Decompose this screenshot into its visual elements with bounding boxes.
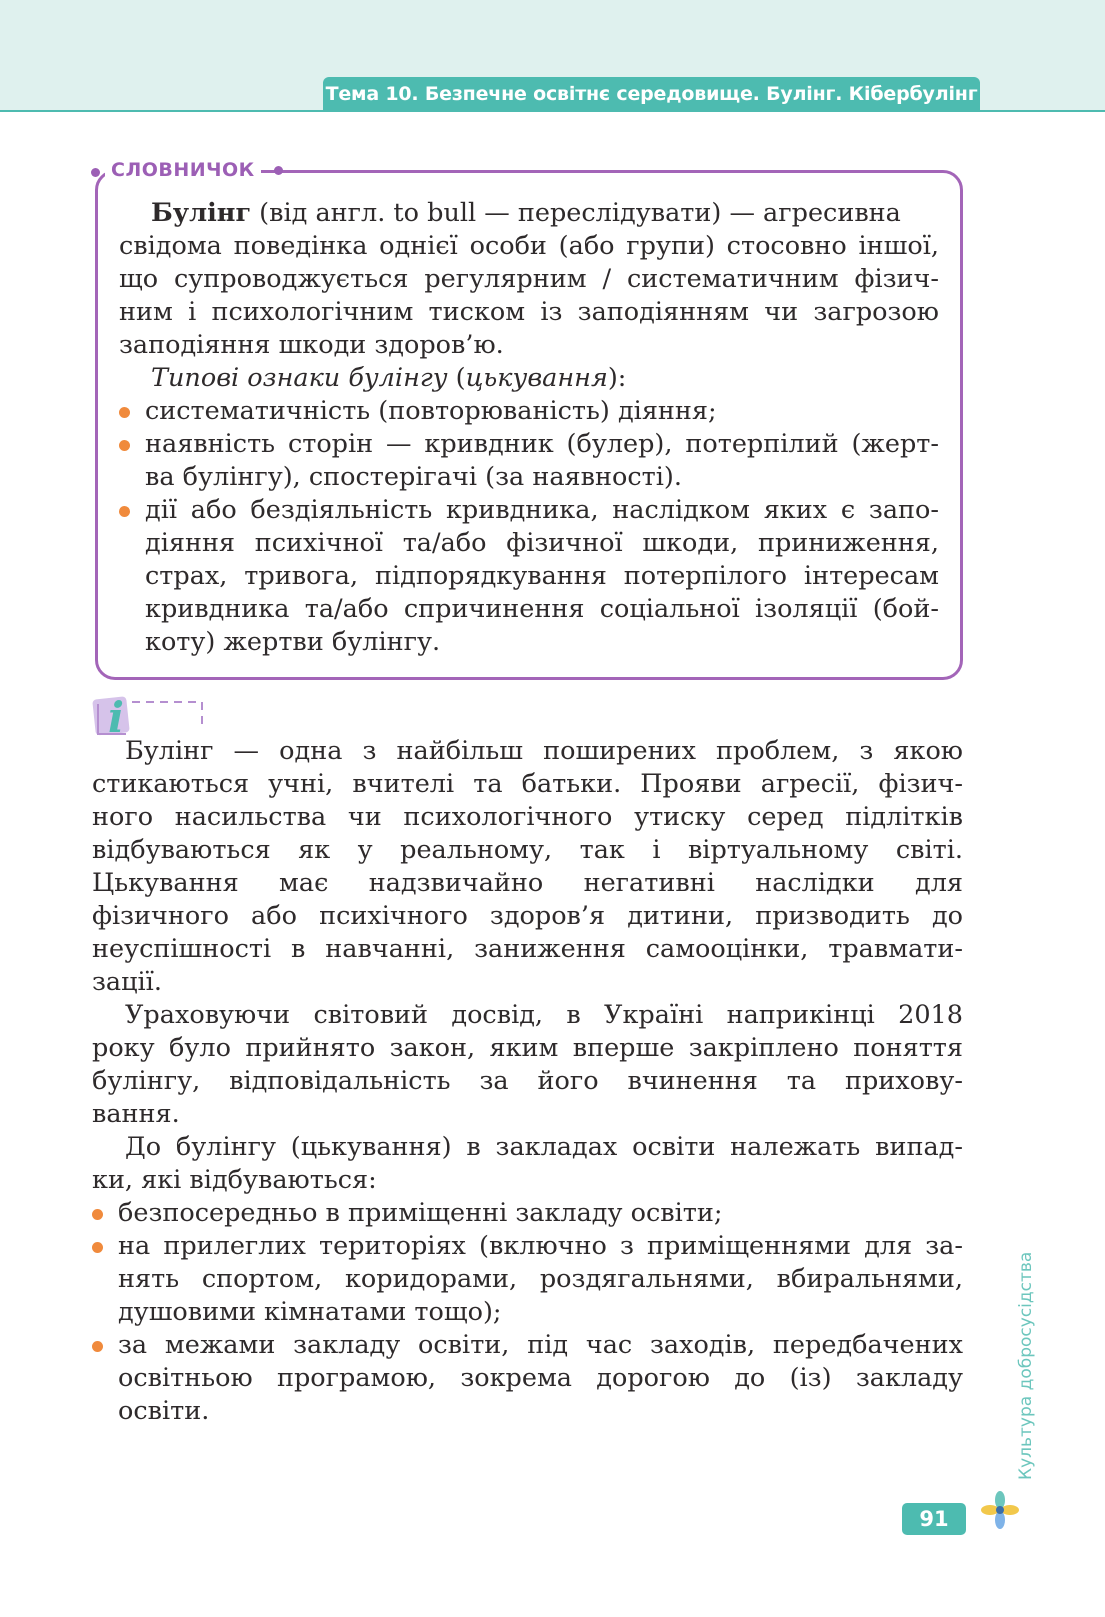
sign-item: ва булінгу), спостерігачі (за наявності). — [145, 462, 682, 492]
body-line: зації. — [92, 967, 162, 997]
sign-item: наявність сторін — кривдник (булер), потерпілий (жерт- — [145, 429, 939, 459]
definition-line-1 — [151, 197, 901, 230]
place-item: на прилеглих територіях (включно з приміщеннями для за- — [118, 1231, 963, 1261]
bullet-dot — [92, 1209, 103, 1220]
sign-item: діяння психічної та/або фізичної шкоди, приниження, — [145, 528, 939, 558]
body-line: стикаються учні, вчителі та батьки. Прояви агресії, фізич- — [92, 769, 963, 799]
body-line: ки, які відбуваються: — [92, 1165, 377, 1195]
body-line: неуспішності в навчанні, заниження самооцінки, травмати- — [92, 934, 963, 964]
bullet-dot — [92, 1242, 103, 1253]
bullet-dot — [119, 506, 130, 517]
page-number: 91 — [902, 1503, 966, 1535]
place-item: за межами закладу освіти, під час заходів, передбачених — [118, 1330, 963, 1360]
signs-heading-italic: Типові ознаки булінгу — [151, 363, 448, 393]
glossary-dot-left — [91, 168, 100, 177]
definition-line: ним і психологічним тиском із заподіянням чи загрозою — [119, 297, 939, 327]
bullet-dot — [92, 1341, 103, 1352]
definition-term: Булінг — [151, 198, 252, 228]
body-line: року було прийнято закон, яким вперше закріплено поняття — [92, 1033, 963, 1063]
body-line: Цькування має надзвичайно негативні наслідки для — [92, 868, 963, 898]
definition-line: заподіяння шкоди здоров’ю. — [119, 330, 504, 360]
body-line: відбуваються як у реальному, так і віртуальному світі. — [92, 835, 963, 865]
body-line: фізичного або психічного здоров’я дитини, призводить до — [92, 901, 963, 931]
signs-heading-paren: ( — [455, 363, 466, 393]
glossary-title: СЛОВНИЧОК — [105, 156, 261, 184]
body-line: булінгу, відповідальність за його вчинення та прихову- — [92, 1066, 963, 1096]
definition-text: (від англ. to bull — переслідувати) — агресивна — [251, 198, 901, 228]
signs-heading-italic2: цькування — [465, 363, 608, 393]
sign-item: дії або бездіяльність кривдника, наслідком яких є запо- — [145, 495, 939, 525]
body-line: Булінг — одна з найбільш поширених проблем, з якою — [125, 736, 963, 766]
flower-icon — [980, 1490, 1020, 1530]
topic-title: Тема 10. Безпечне освітнє середовище. Булінг. Кібербулінг — [323, 77, 980, 112]
sign-item: систематичність (повторюваність) діяння; — [145, 396, 717, 426]
side-caption: Культура добросусідства — [1016, 1251, 1036, 1480]
place-item: освіти. — [118, 1396, 210, 1426]
bullet-dot — [119, 407, 130, 418]
svg-text:i: i — [108, 693, 124, 742]
place-item: нять спортом, коридорами, роздягальнями, вбиральнями, — [118, 1264, 963, 1294]
body-line: До булінгу (цькування) в закладах освіти належать випад- — [125, 1132, 963, 1162]
sign-item: страх, тривога, підпорядкування потерпілого інтересам — [145, 561, 939, 591]
signs-heading-tail: ): — [607, 363, 627, 393]
definition-line: свідома поведінка однієї особи (або групи) стосовно іншої, — [119, 231, 939, 261]
place-item: безпосередньо в приміщенні закладу освіти; — [118, 1198, 723, 1228]
signs-heading — [151, 362, 626, 395]
body-line: Ураховуючи світовий досвід, в Україні наприкінці 2018 — [125, 1000, 963, 1030]
sign-item: коту) жертви булінгу. — [145, 627, 441, 657]
sign-item: кривдника та/або спричинення соціальної ізоляції (бой- — [145, 594, 939, 624]
place-item: душовими кімнатами тощо); — [118, 1297, 502, 1327]
body-line: ного насильства чи психологічного утиску серед підлітків — [92, 802, 963, 832]
body-line: вання. — [92, 1099, 180, 1129]
bullet-dot — [119, 440, 130, 451]
definition-line: що супроводжується регулярним / систематичним фізич- — [119, 264, 939, 294]
place-item: освітньою програмою, зокрема дорогою до (із) закладу — [118, 1363, 963, 1393]
glossary-dot-right — [274, 166, 283, 175]
